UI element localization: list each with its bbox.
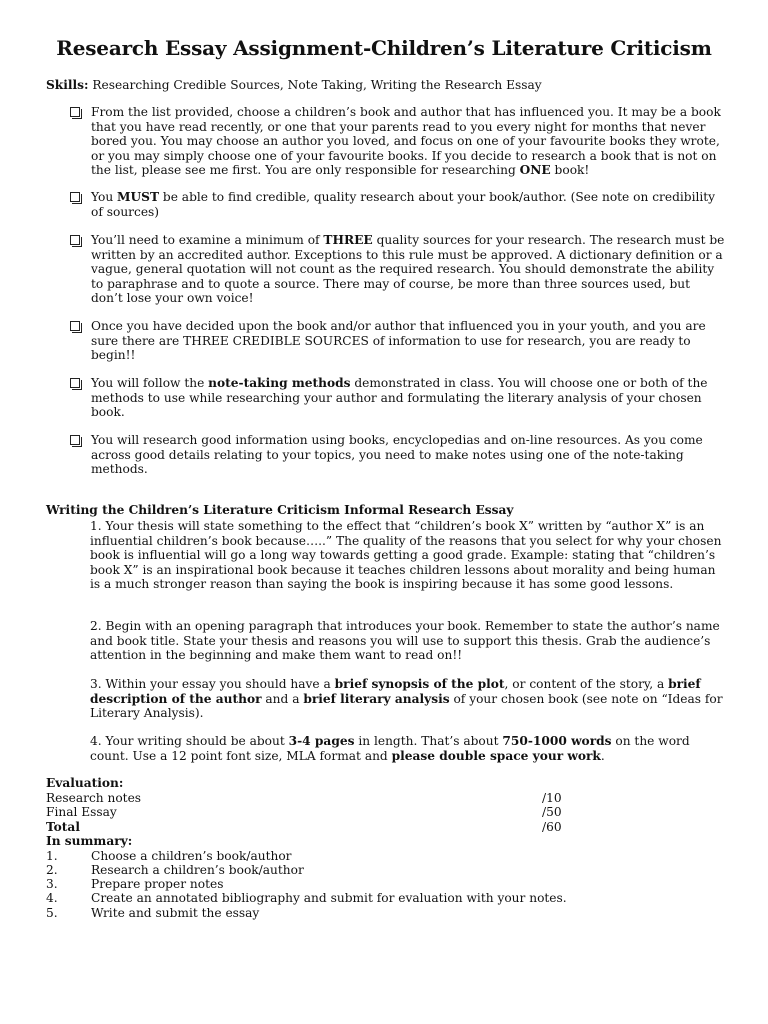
text-run: You’ll need to examine a minimum of — [91, 233, 324, 247]
bold-text-run: brief description of the author — [90, 677, 701, 706]
text-run: demonstrated in class. You will choose one or both of the methods to use while researching your author and formulating the literary analysis of your chosen book. — [91, 376, 708, 419]
checkbox-bullet-icon — [70, 192, 80, 202]
bullet-item — [70, 105, 725, 178]
checkbox-bullet-icon — [70, 235, 80, 245]
bold-text-run: note-taking methods — [208, 376, 351, 390]
bold-text-run: MUST — [117, 190, 160, 204]
bullet-text — [91, 319, 725, 363]
text-run: You — [91, 190, 118, 204]
bold-text-run: 3-4 pages — [288, 734, 355, 748]
evaluation-score: /60 — [542, 820, 562, 834]
text-run: in length. That’s about — [354, 734, 503, 748]
bold-text-run: 750-1000 words — [502, 734, 612, 748]
checkbox-bullet-icon — [70, 107, 80, 117]
checkbox-bullet-icon — [70, 321, 80, 331]
skills-label: Skills: — [46, 78, 89, 92]
essay-paragraph — [90, 734, 725, 763]
bold-text-run: ONE — [519, 163, 551, 177]
bullet-item — [70, 190, 725, 219]
summary-number: 3. — [46, 877, 58, 891]
summary-text: Prepare proper notes — [91, 877, 224, 891]
bullet-text — [91, 433, 725, 477]
text-run: 3. Within your essay you should have a — [90, 677, 335, 691]
essay-paragraph — [90, 619, 725, 663]
bold-text-run: brief synopsis of the plot — [334, 677, 505, 691]
text-run: book! — [550, 163, 590, 177]
text-run: From the list provided, choose a children’s book and author that has influenced you. It may be a book that you have read recently, or one that your parents read to you every night for months that never bored you. You may choose an author you loved, and focus on one of your favourite books they wrote, or you may simply choose one of your favourite books. If you decide to research a book that is not on the list, please see me first. You are only responsible for researching — [91, 105, 721, 177]
bullet-item — [70, 376, 725, 420]
bullet-text — [91, 190, 725, 219]
evaluation-row — [46, 820, 606, 835]
text-run: and a — [261, 691, 304, 706]
section-heading: Writing the Children’s Literature Criticism Informal Research Essay — [46, 503, 514, 517]
text-run: quality sources for your research. The research must be written by an accredited author. Exceptions to this rule must be approved. A dictionary definition or a vague, general quotation will not count as the required research. You should demonstrate the ability to paraphrase and to quote a source. There may of course, be more than three sources used, but don’t lose your own voice! — [91, 233, 725, 305]
essay-paragraph — [90, 519, 725, 592]
evaluation-label: Total — [46, 820, 80, 834]
evaluation-row — [46, 791, 606, 806]
bold-text-run: brief literary analysis — [303, 691, 450, 706]
summary-text: Choose a children’s book/author — [91, 849, 292, 863]
bullet-text — [91, 233, 725, 306]
checkbox-bullet-icon — [70, 435, 80, 445]
summary-number: 2. — [46, 863, 58, 877]
bold-text-run: THREE — [323, 233, 373, 247]
summary-text: Write and submit the essay — [91, 906, 260, 920]
evaluation-score: /50 — [542, 805, 562, 819]
bullet-text — [91, 105, 725, 178]
evaluation-row — [46, 805, 606, 820]
bullet-text — [91, 376, 725, 420]
text-run: You will research good information using books, encyclopedias and on-line resources. As you come across good details relating to your topics, you need to make notes using one of the note-taking methods. — [91, 433, 703, 476]
summary-heading: In summary: — [46, 834, 133, 848]
summary-number: 4. — [46, 891, 58, 905]
text-run: Once you have decided upon the book and/or author that influenced you in your youth, and you are sure there are THREE CREDIBLE SOURCES of information to use for research, you are ready to begin!! — [91, 319, 706, 362]
essay-paragraph — [90, 677, 725, 721]
evaluation-label: Final Essay — [46, 805, 117, 819]
checkbox-bullet-icon — [70, 378, 80, 388]
summary-number: 5. — [46, 906, 58, 920]
skills-line — [46, 78, 542, 92]
summary-number: 1. — [46, 849, 58, 863]
bullet-item — [70, 433, 725, 477]
bold-text-run: please double space your work — [391, 748, 601, 763]
evaluation-heading: Evaluation: — [46, 776, 124, 790]
text-run: of your chosen book (see note on “Ideas for Literary Analysis). — [90, 691, 723, 720]
text-run: be able to find credible, quality research about your book/author. (See note on credibility of sources) — [91, 190, 716, 219]
text-run: 4. Your writing should be about — [90, 734, 289, 748]
text-run: on the word count. Use a 12 point font size, MLA format and — [90, 734, 690, 763]
evaluation-score: /10 — [542, 791, 562, 805]
bullet-item — [70, 233, 725, 306]
skills-text: Researching Credible Sources, Note Taking, Writing the Research Essay — [88, 78, 542, 92]
text-run: 1. Your thesis will state something to the effect that “children’s book X” written by “author X” is an influential children’s book because…..” The quality of the reasons that you select for why your chosen book is influential will go a long way towards getting a good grade. Example: stating that “children’s book X” is an inspirational book because it teaches children lessons about morality and being human is a much stronger reason than saying the book is inspiring because it has some good lessons. — [90, 519, 722, 591]
text-run: , or content of the story, a — [504, 677, 669, 691]
summary-text: Create an annotated bibliography and submit for evaluation with your notes. — [91, 891, 567, 905]
text-run: . — [600, 748, 605, 763]
evaluation-label: Research notes — [46, 791, 142, 805]
page-title: Research Essay Assignment-Children’s Literature Criticism — [56, 36, 712, 60]
text-run: 2. Begin with an opening paragraph that introduces your book. Remember to state the author’s name and book title. State your thesis and reasons you will use to support this thesis. Grab the audience’s attention in the beginning and make them want to read on!! — [90, 619, 720, 662]
bullet-item — [70, 319, 725, 363]
text-run: You will follow the — [91, 376, 209, 390]
summary-text: Research a children’s book/author — [91, 863, 304, 877]
